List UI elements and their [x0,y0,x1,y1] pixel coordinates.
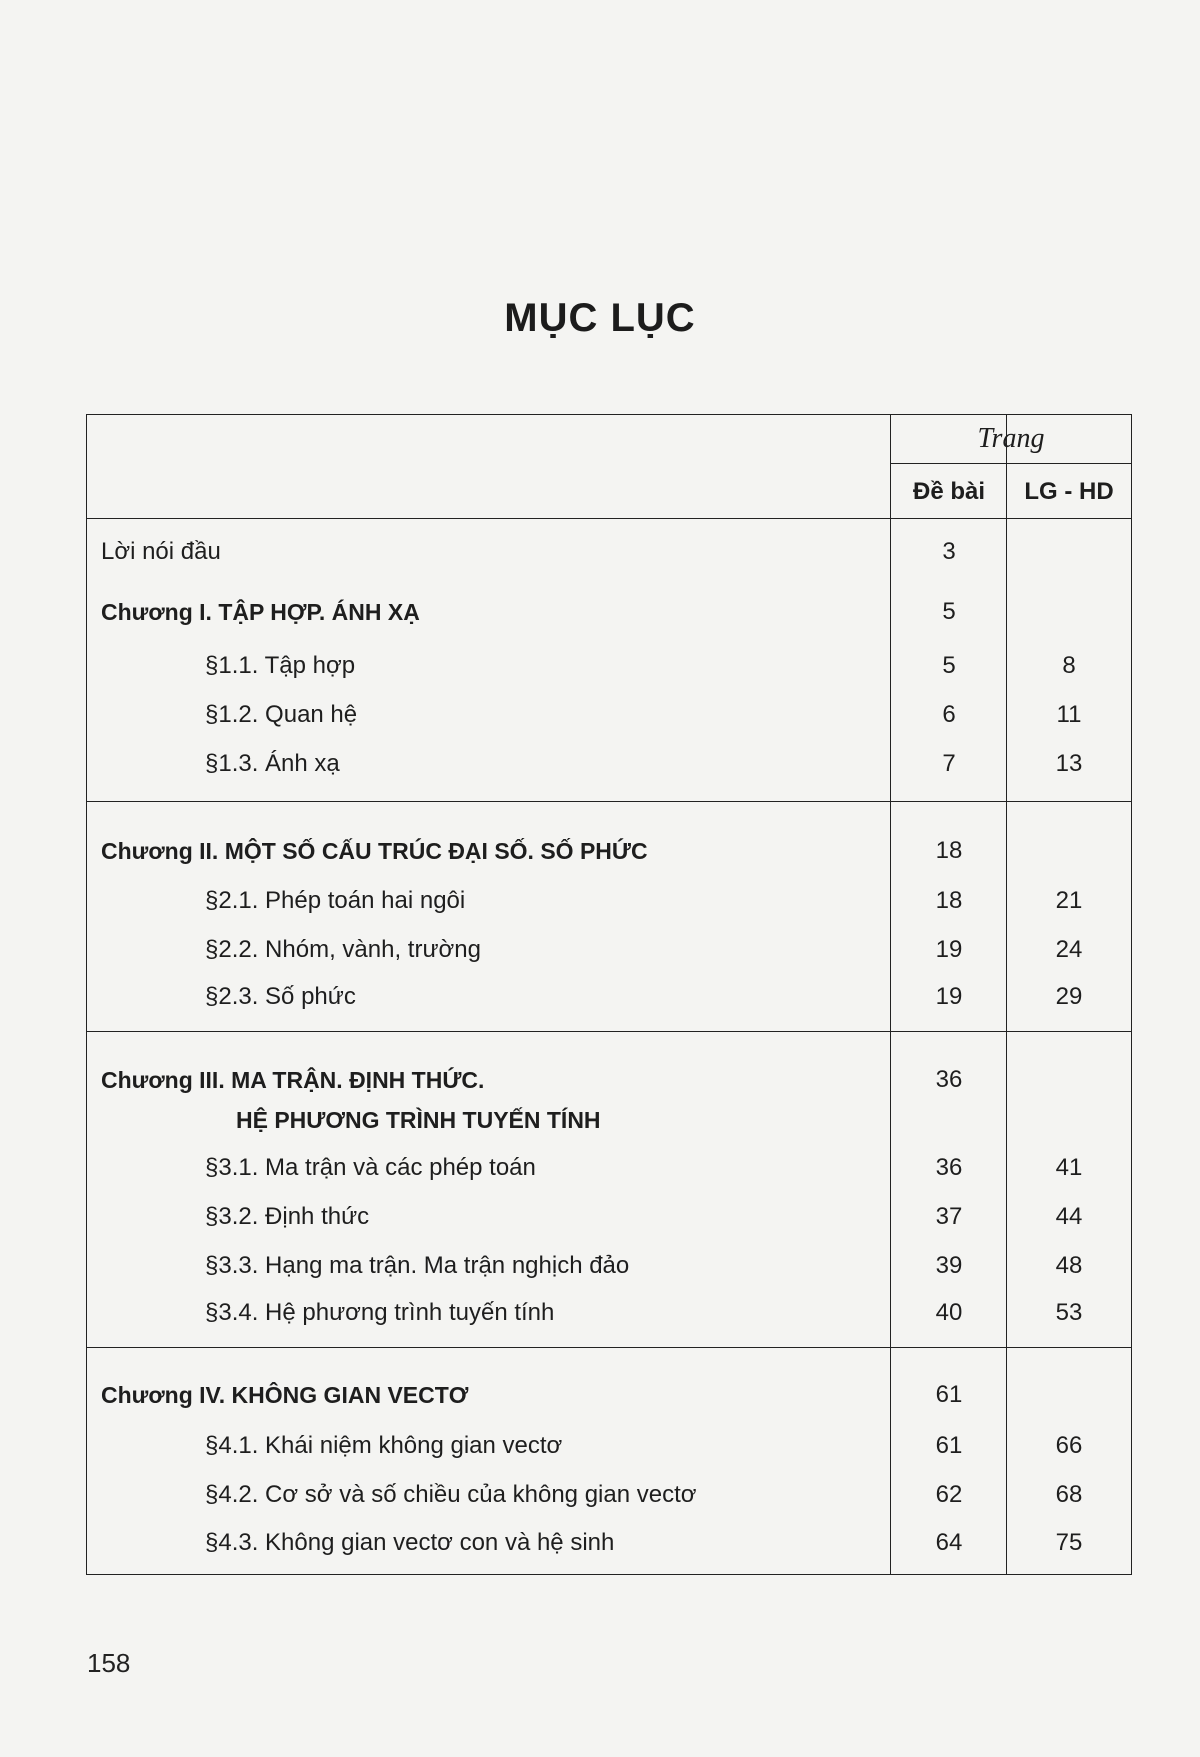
toc-de-bai-page: 62 [935,1481,963,1508]
toc-lg-hd-page: 24 [1055,936,1083,963]
toc-lg-hd-page: 29 [1055,983,1083,1010]
toc-section-title: §4.3. Không gian vectơ con và hệ sinh [205,1529,615,1556]
toc-de-bai-page: 36 [935,1066,963,1093]
trang-header: Trang [977,423,1045,454]
section-divider-3 [87,1347,1131,1348]
page-title: MỤC LỤC [504,296,696,340]
toc-table [86,414,1132,1575]
toc-lg-hd-page: 66 [1055,1432,1083,1459]
toc-de-bai-page: 19 [935,983,963,1010]
toc-de-bai-page: 61 [935,1381,963,1408]
toc-de-bai-page: 18 [935,887,963,914]
toc-chapter-title: Chương III. MA TRẬN. ĐỊNH THỨC. [101,1067,485,1093]
header-subdivider [891,463,1131,464]
toc-de-bai-page: 64 [935,1529,963,1556]
toc-de-bai-page: 39 [935,1252,963,1279]
toc-de-bai-page: 61 [935,1432,963,1459]
toc-section-title: §3.4. Hệ phương trình tuyến tính [205,1299,555,1326]
toc-section-title: §4.1. Khái niệm không gian vectơ [205,1432,563,1459]
toc-section-title: §3.3. Hạng ma trận. Ma trận nghịch đảo [205,1252,630,1279]
toc-de-bai-page: 40 [935,1299,963,1326]
toc-lg-hd-page: 75 [1055,1529,1083,1556]
toc-section-title: §3.1. Ma trận và các phép toán [205,1154,536,1181]
toc-lg-hd-page: 13 [1055,750,1083,777]
toc-chapter-title: Chương I. TẬP HỢP. ÁNH XẠ [101,599,420,625]
toc-section-title: §1.3. Ánh xạ [205,750,340,777]
section-divider-1 [87,801,1131,802]
toc-chapter-title: HỆ PHƯƠNG TRÌNH TUYẾN TÍNH [236,1107,601,1133]
toc-de-bai-page: 19 [935,936,963,963]
toc-lg-hd-page: 8 [1062,652,1076,679]
toc-de-bai-page: 36 [935,1154,963,1181]
toc-lg-hd-page: 48 [1055,1252,1083,1279]
toc-section-title: §1.1. Tập hợp [205,652,356,679]
toc-lg-hd-page: 11 [1056,701,1082,728]
toc-section-title: §3.2. Định thức [205,1203,370,1230]
toc-de-bai-page: 7 [942,750,956,777]
toc-de-bai-page: 3 [942,538,956,565]
lg-hd-header: LG - HD [1024,478,1114,505]
toc-lg-hd-page: 53 [1055,1299,1083,1326]
page-number: 158 [87,1648,131,1678]
toc-section-title: §2.2. Nhóm, vành, trường [205,936,481,963]
col-divider-1 [890,415,891,1574]
section-divider-2 [87,1031,1131,1032]
toc-section-title: §4.2. Cơ sở và số chiều của không gian vectơ [205,1481,697,1508]
toc-de-bai-page: 37 [935,1203,963,1230]
toc-section-title: §2.1. Phép toán hai ngôi [205,887,466,914]
col-divider-2 [1006,415,1007,1574]
toc-section-title: §1.2. Quan hệ [205,701,358,728]
de-bai-header: Đề bài [912,478,986,505]
toc-de-bai-page: 5 [942,598,956,625]
toc-chapter-title: Chương II. MỘT SỐ CẤU TRÚC ĐẠI SỐ. SỐ PHỨC [101,838,648,864]
toc-lg-hd-page: 21 [1055,887,1083,914]
toc-intro-title: Lời nói đầu [101,538,221,565]
toc-de-bai-page: 18 [935,837,963,864]
toc-section-title: §2.3. Số phức [205,983,356,1010]
toc-chapter-title: Chương IV. KHÔNG GIAN VECTƠ [101,1382,469,1408]
toc-de-bai-page: 6 [942,701,956,728]
toc-lg-hd-page: 68 [1055,1481,1083,1508]
toc-de-bai-page: 5 [942,652,956,679]
header-divider [87,518,1131,519]
toc-lg-hd-page: 41 [1055,1154,1083,1181]
toc-lg-hd-page: 44 [1055,1203,1083,1230]
